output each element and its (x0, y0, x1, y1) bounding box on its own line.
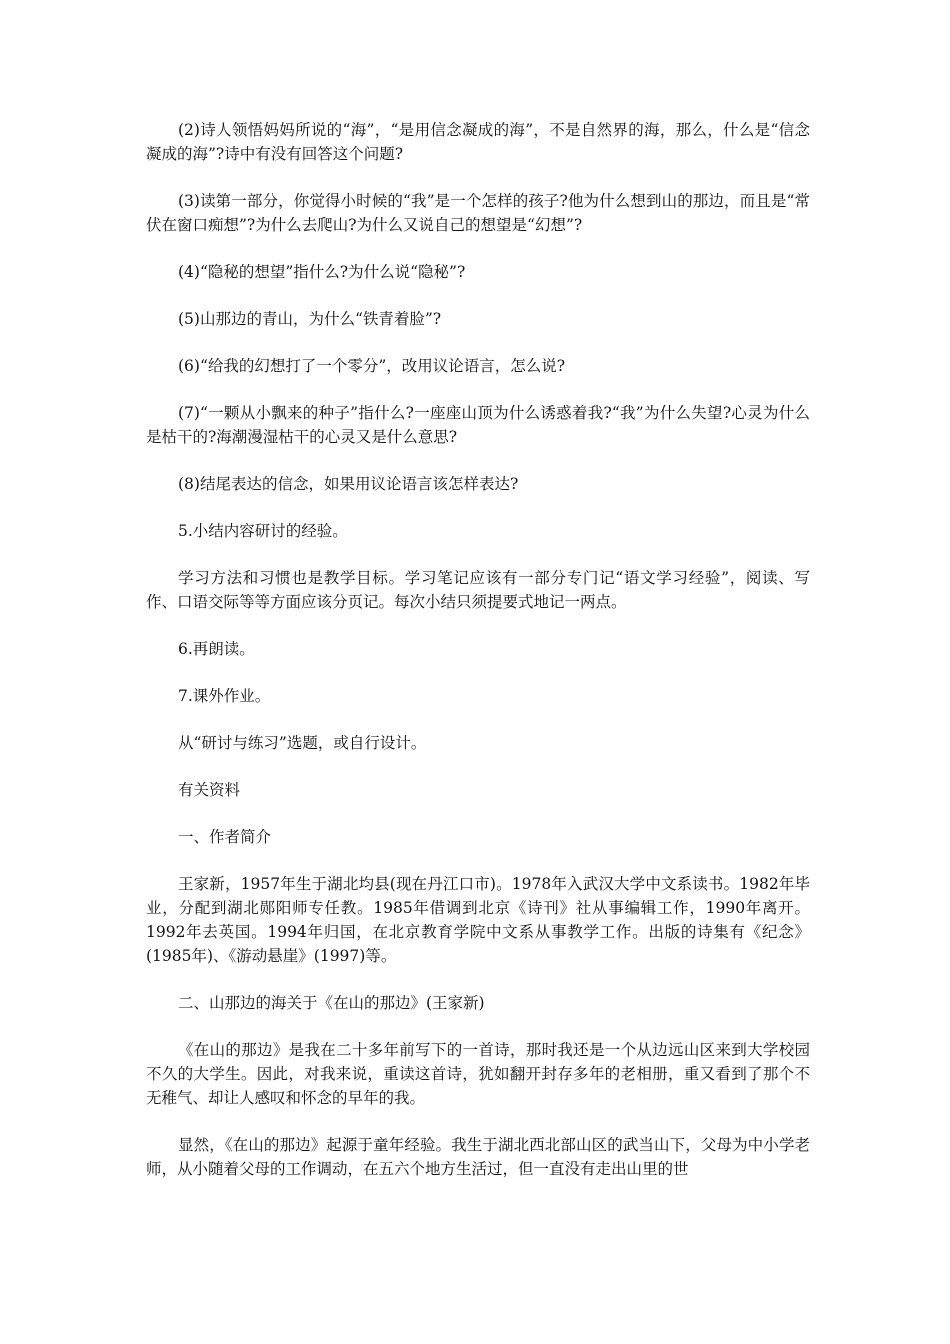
section-essay-heading: 二、山那边的海关于《在山的那边》(王家新) (178, 994, 485, 1012)
section-author-heading: 一、作者简介 (178, 828, 272, 846)
resources-heading: 有关资料 (178, 781, 241, 799)
question-7: (7)“一颗从小飘来的种子”指什么?一座座山顶为什么诱惑着我?“我”为什么失望?心灵为什么是枯干的?海潮漫湿枯干的心灵又是什么意思? (146, 404, 810, 446)
step-7-heading: 7.课外作业。 (178, 687, 271, 705)
question-8: (8)结尾表达的信念，如果用议论语言该怎样表达? (178, 475, 519, 493)
question-2: (2)诗人领悟妈妈所说的“海”，“是用信念凝成的海”，不是自然界的海，那么，什么是“信念凝成的海”?诗中有没有回答这个问题? (146, 121, 810, 163)
essay-paragraph-1: 《在山的那边》是我在二十多年前写下的一首诗，那时我还是一个从边远山区来到大学校园不久的大学生。因此，对我来说，重读这首诗，犹如翻开封存多年的老相册，重又看到了那个不无稚气、却让人感叹和怀念的早年的我。 (146, 1041, 810, 1107)
question-5: (5)山那边的青山，为什么“铁青着脸”? (178, 310, 442, 328)
step-7-body: 从“研讨与练习”选题，或自行设计。 (178, 734, 427, 752)
question-6: (6)“给我的幻想打了一个零分”，改用议论语言，怎么说? (178, 357, 566, 375)
author-bio: 王家新，1957年生于湖北均县(现在丹江口市)。1978年入武汉大学中文系读书。1982年毕业，分配到湖北郧阳师专任教。1985年借调到北京《诗刊》社从事编辑工作，1990年离开。1992年去英国。1994年归国，在北京教育学院中文系从事教学工作。出版的诗集有《纪念》(1985年)、《游动悬崖》(1997)等。 (146, 875, 810, 965)
question-4: (4)“隐秘的想望”指什么?为什么说“隐秘”? (178, 263, 466, 281)
step-5-heading: 5.小结内容研讨的经验。 (178, 522, 348, 540)
question-3: (3)读第一部分，你觉得小时候的“我”是一个怎样的孩子?他为什么想到山的那边，而且是“常伏在窗口痴想”?为什么去爬山?为什么又说自己的想望是“幻想”? (146, 192, 810, 234)
step-6-heading: 6.再朗读。 (178, 640, 255, 658)
step-5-body: 学习方法和习惯也是教学目标。学习笔记应该有一部分专门记“语文学习经验”，阅读、写作、口语交际等等方面应该分页记。每次小结只须提要式地记一两点。 (146, 569, 810, 611)
essay-paragraph-2: 显然，《在山的那边》起源于童年经验。我生于湖北西北部山区的武当山下，父母为中小学老师，从小随着父母的工作调动，在五六个地方生活过，但一直没有走出山里的世 (146, 1136, 810, 1178)
document-page (146, 118, 810, 1204)
